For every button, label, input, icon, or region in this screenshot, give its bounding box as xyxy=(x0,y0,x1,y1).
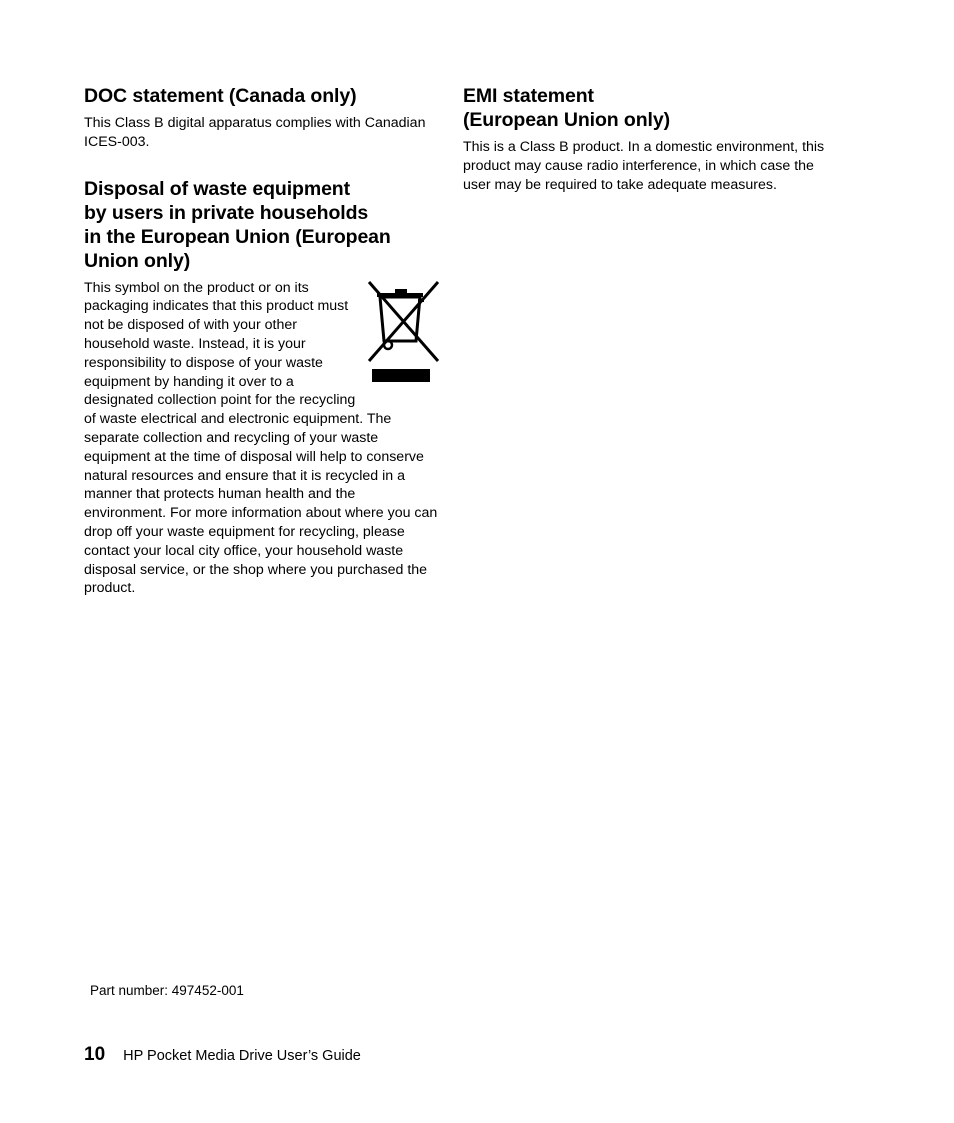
doc-statement-section xyxy=(84,84,438,152)
emi-heading-line: (European Union only) xyxy=(463,109,670,131)
emi-statement-heading xyxy=(463,84,833,132)
emi-statement-section xyxy=(463,84,833,194)
disposal-heading-line: Disposal of waste equipment xyxy=(84,177,351,200)
page-footer xyxy=(84,1044,361,1066)
disposal-heading-line: in the European Union (European xyxy=(84,225,391,248)
left-column xyxy=(84,84,438,598)
part-number: Part number: 497452-001 xyxy=(90,983,244,998)
right-column xyxy=(463,84,833,194)
disposal-body: This symbol on the product or on its packaging indicates that this product must not be disposed of with your other household waste. Instead, it is your responsibility to dispose of your waste equipment by handing it over to a designated collection point for the recycling of waste electrical and electronic equipment. The separate collection and recycling of your waste equipment at the time of disposal will help to conserve natural resources and ensure that it is recycled in a manner that protects human health and the environment. For more information about where you can drop off your waste equipment for recycling, please contact your local city office, your household waste disposal service, or the shop where you purchased the product. xyxy=(84,279,438,597)
doc-statement-heading: DOC statement (Canada only) xyxy=(84,85,357,107)
emi-statement-body: This is a Class B product. In a domestic environment, this product may cause radio interference, in which case the user may be required to take adequate measures. xyxy=(463,139,825,193)
crossed-out-wheelie-bin-icon xyxy=(364,279,442,389)
guide-title: HP Pocket Media Drive User’s Guide xyxy=(123,1048,361,1064)
page-number: 10 xyxy=(84,1044,106,1065)
disposal-heading xyxy=(84,177,438,273)
doc-statement-body: This Class B digital apparatus complies with Canadian ICES-003. xyxy=(84,115,426,150)
disposal-heading-line: Union only) xyxy=(84,249,191,272)
disposal-heading-line: by users in private households xyxy=(84,201,369,224)
emi-heading-line: EMI statement xyxy=(463,85,594,107)
disposal-section xyxy=(84,177,438,599)
